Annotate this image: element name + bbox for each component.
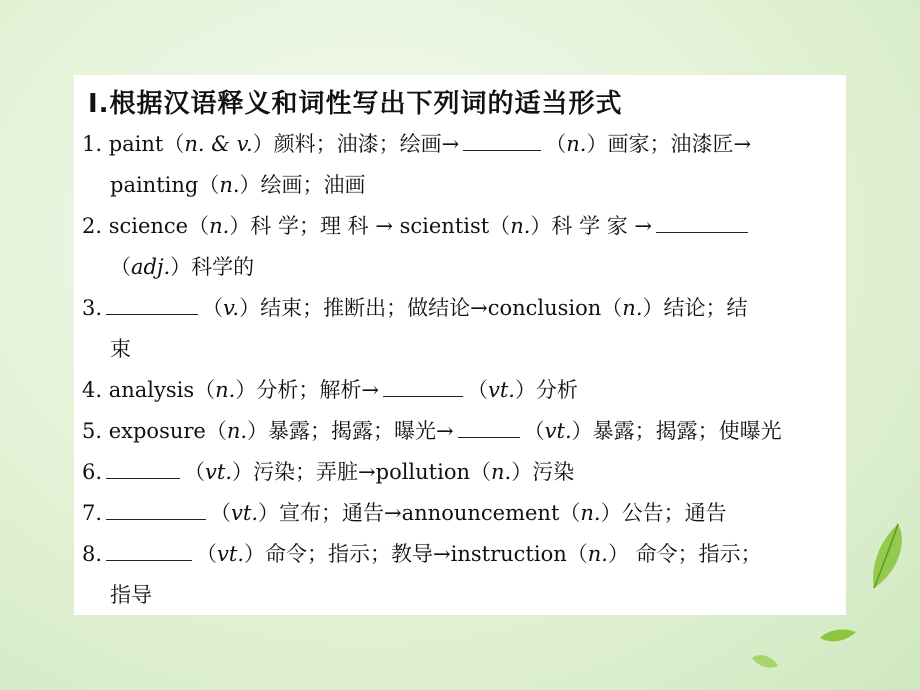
item-1-blank[interactable] [463,130,541,151]
item-1-answer-meaning: ）画家；油漆匠→ [586,132,752,156]
item-3-pos2: n. [622,296,643,320]
item-8-pos: vt. [217,542,245,566]
item-3-cont [110,334,131,364]
item-2-cont-meaning: ）科学的 [170,255,255,279]
item-7-meaning: ）宣布；通告→announcement（ [258,501,581,525]
leaf-medium-icon [818,626,858,646]
item-6-number: 6. [82,460,103,484]
item-1 [82,129,751,159]
paren: （ [184,460,206,484]
item-8-cont [110,580,152,610]
leaf-small-icon [750,652,780,672]
item-3-cont-text: 束 [110,337,131,361]
item-8-meaning2: ） 命令；指示； [607,542,762,566]
item-8-meaning: ）命令；指示；教导→instruction（ [244,542,588,566]
item-7-pos: vt. [231,501,259,525]
item-3-meaning2: ）结论；结 [642,296,748,320]
item-2-meaning: ）科 学；理 科 → scientist（ [229,214,511,238]
paren: （ [110,255,131,279]
item-5-pos2: vt. [544,419,572,443]
item-1-meaning: ）颜料；油漆；绘画→ [252,132,460,156]
item-3-blank[interactable] [106,294,198,315]
item-1-cont-meaning: ）绘画；油画 [239,173,366,197]
item-4-word: 4. analysis（ [82,378,216,402]
item-2-pos2: n. [510,214,531,238]
paren: （ [196,542,218,566]
item-8 [82,539,762,569]
item-6 [82,457,574,487]
leaf-large-icon [868,522,908,592]
item-3-pos: v. [223,296,240,320]
item-6-pos2: n. [491,460,512,484]
item-7 [82,498,727,528]
item-6-meaning2: ）污染 [511,460,575,484]
item-7-pos2: n. [580,501,601,525]
item-7-blank[interactable] [106,499,206,520]
item-1-cont [110,170,366,200]
item-5-pos: n. [226,419,248,443]
item-3 [82,293,748,323]
item-8-cont-text: 指导 [110,583,152,607]
item-3-number: 3. [82,296,103,320]
paren: （ [523,419,545,443]
paren: （ [545,132,567,156]
item-2-pos: n. [209,214,230,238]
item-5-meaning: ）暴露；揭露；曝光→ [247,419,454,443]
item-6-pos: vt. [205,460,233,484]
item-5-blank[interactable] [458,417,520,438]
item-1-pos2: n. [566,132,587,156]
item-7-meaning2: ）公告；通告 [600,501,727,525]
item-1-cont-pos: n. [219,173,240,197]
paren: （ [466,378,488,402]
item-5-meaning2: ）暴露；揭露；使曝光 [571,419,782,443]
item-2-word: 2. science（ [82,214,210,238]
item-1-pos: n. & v. [184,132,253,156]
item-4-pos: n. [215,378,236,402]
item-3-meaning: ）结束；推断出；做结论→conclusion（ [239,296,623,320]
exercise-card [74,75,846,615]
paren: （ [210,501,232,525]
item-4-pos2: vt. [487,378,515,402]
item-1-word: 1. paint（ [82,132,185,156]
item-5-word: 5. exposure（ [82,419,227,443]
paren: （ [202,296,224,320]
item-2-cont-pos: adj. [131,255,171,279]
item-2-meaning2: ）科 学 家 → [530,214,653,238]
item-2 [82,211,752,241]
item-8-number: 8. [82,542,103,566]
item-4-blank[interactable] [383,376,463,397]
item-4-meaning2: ）分析 [514,378,578,402]
item-4 [82,375,578,405]
item-2-cont [110,252,254,282]
exercise-title: Ⅰ.根据汉语释义和词性写出下列词的适当形式 [88,89,623,119]
item-6-blank[interactable] [106,458,180,479]
item-8-pos2: n. [587,542,608,566]
item-1-cont-word: painting（ [110,173,220,197]
item-8-blank[interactable] [106,540,192,561]
item-5 [82,416,782,446]
item-7-number: 7. [82,501,103,525]
item-4-meaning: ）分析；解析→ [235,378,379,402]
item-2-blank[interactable] [656,212,748,233]
item-6-meaning: ）污染；弄脏→pollution（ [232,460,491,484]
